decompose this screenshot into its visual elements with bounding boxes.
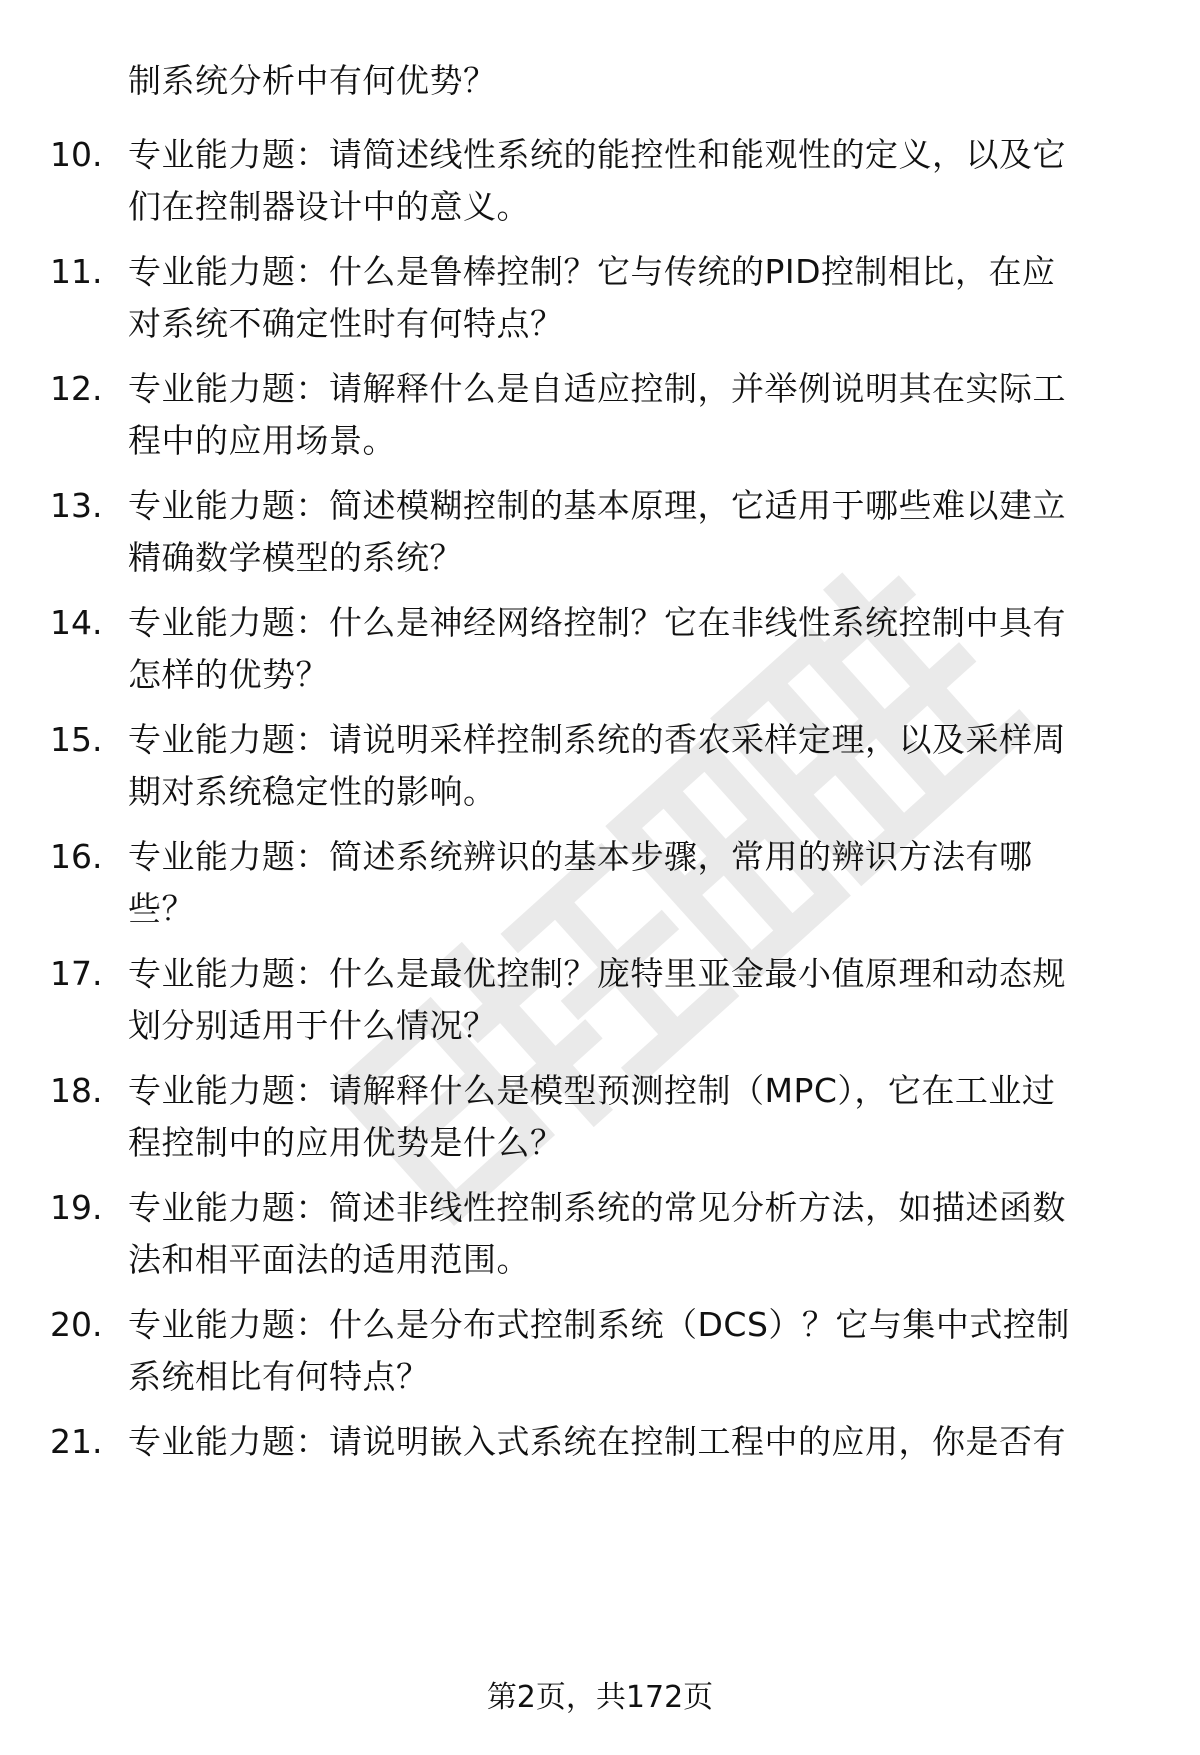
question-line: 专业能力题：简述非线性控制系统的常见分析方法，如描述函数 [128, 1188, 1066, 1227]
question-text [128, 831, 1138, 935]
question-text [128, 1299, 1138, 1403]
question-item [50, 831, 1150, 941]
question-line: 法和相平面法的适用范围。 [128, 1240, 530, 1279]
question-line: 程控制中的应用优势是什么？ [128, 1123, 564, 1162]
question-item [50, 1182, 1150, 1292]
question-number: 15. [50, 720, 103, 759]
question-number: 16. [50, 837, 103, 876]
question-item [50, 948, 1150, 1058]
question-item [50, 1416, 1150, 1526]
question-item [50, 714, 1150, 824]
question-number: 10. [50, 135, 103, 174]
question-item [50, 129, 1150, 239]
question-text [128, 714, 1138, 818]
question-line: 专业能力题：请解释什么是自适应控制，并举例说明其在实际工 [128, 369, 1066, 408]
question-item [50, 363, 1150, 473]
question-item [50, 1299, 1150, 1409]
question-line: 划分别适用于什么情况？ [128, 1006, 497, 1045]
question-line: 精确数学模型的系统？ [128, 538, 463, 577]
question-number: 17. [50, 954, 103, 993]
question-number: 12. [50, 369, 103, 408]
question-text [128, 246, 1138, 350]
question-text [128, 1416, 1138, 1468]
question-line: 专业能力题：请说明嵌入式系统在控制工程中的应用，你是否有 [128, 1422, 1066, 1461]
question-text [128, 363, 1138, 467]
question-number: 14. [50, 603, 103, 642]
question-text [128, 1182, 1138, 1286]
question-line: 怎样的优势？ [128, 655, 329, 694]
question-text [128, 480, 1138, 584]
question-number: 20. [50, 1305, 103, 1344]
question-text [128, 597, 1138, 701]
question-number: 13. [50, 486, 103, 525]
question-item [50, 480, 1150, 590]
question-number: 18. [50, 1071, 103, 1110]
question-item [50, 246, 1150, 356]
question-line: 专业能力题：简述模糊控制的基本原理，它适用于哪些难以建立 [128, 486, 1066, 525]
question-line: 程中的应用场景。 [128, 421, 396, 460]
question-line: 们在控制器设计中的意义。 [128, 187, 530, 226]
question-text [128, 948, 1138, 1052]
question-text [128, 129, 1138, 233]
page-footer: 第2页，共172页 [486, 1680, 714, 1715]
question-line: 期对系统稳定性的影响。 [128, 772, 497, 811]
question-item [50, 597, 1150, 707]
question-line: 对系统不确定性时有何特点？ [128, 304, 564, 343]
question-line: 专业能力题：请说明采样控制系统的香农采样定理，以及采样周 [128, 720, 1066, 759]
question-line: 专业能力题：请解释什么是模型预测控制（MPC），它在工业过 [128, 1071, 1056, 1110]
question-item [50, 1065, 1150, 1175]
question-number: 19. [50, 1188, 103, 1227]
question-number: 21. [50, 1422, 103, 1461]
question-line: 些？ [128, 889, 195, 928]
question-line: 专业能力题：简述系统辨识的基本步骤，常用的辨识方法有哪 [128, 837, 1033, 876]
continuation-text: 制系统分析中有何优势？ [128, 61, 497, 100]
question-line: 专业能力题：什么是鲁棒控制？它与传统的PID控制相比，在应 [128, 252, 1056, 291]
question-line: 系统相比有何特点？ [128, 1357, 430, 1396]
question-line: 专业能力题：什么是分布式控制系统（DCS）？它与集中式控制 [128, 1305, 1070, 1344]
question-line: 专业能力题：请简述线性系统的能控性和能观性的定义，以及它 [128, 135, 1066, 174]
question-line: 专业能力题：什么是神经网络控制？它在非线性系统控制中具有 [128, 603, 1066, 642]
question-text [128, 1065, 1138, 1169]
question-number: 11. [50, 252, 103, 291]
question-line: 专业能力题：什么是最优控制？庞特里亚金最小值原理和动态规 [128, 954, 1066, 993]
